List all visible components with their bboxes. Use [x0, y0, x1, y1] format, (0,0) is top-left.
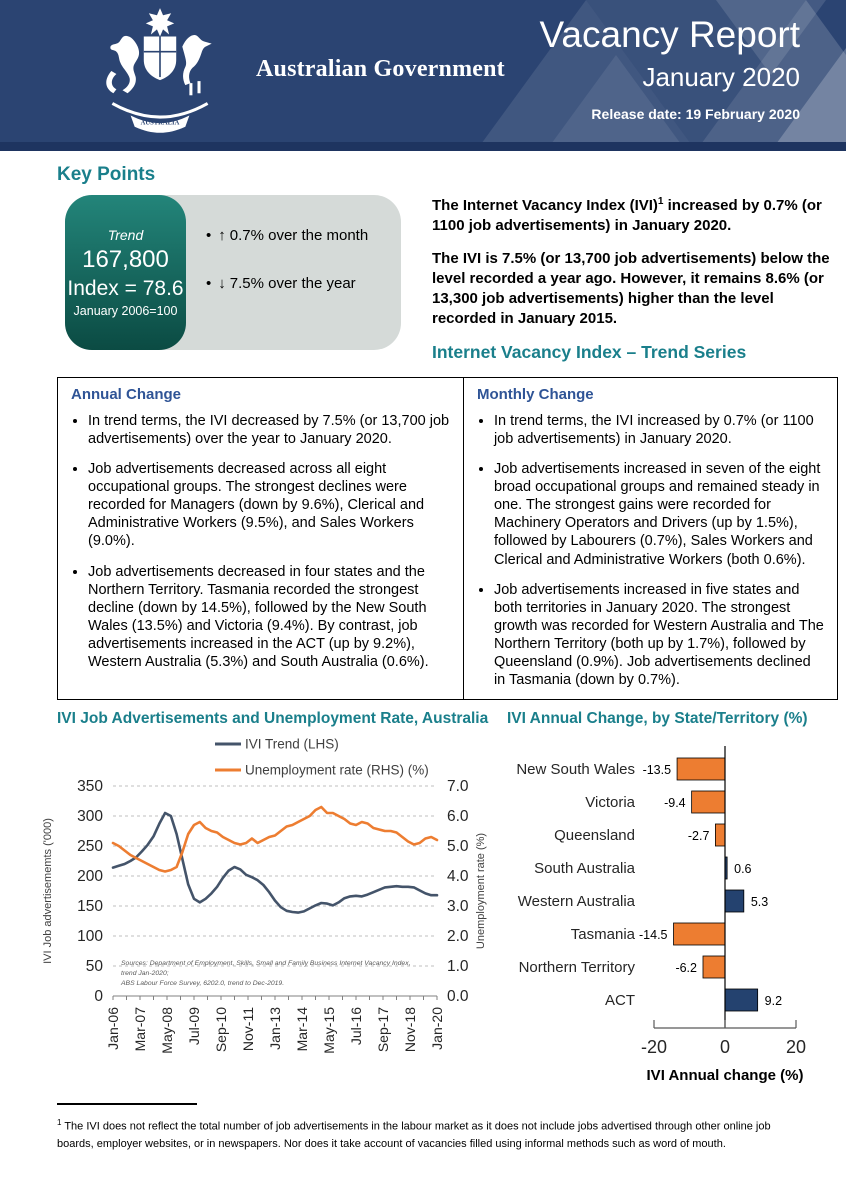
svg-text:May-15: May-15	[321, 1007, 337, 1054]
svg-text:IVI Trend (LHS): IVI Trend (LHS)	[245, 736, 339, 752]
key-point-item: • ↑ 0.7% over the month	[206, 227, 369, 244]
footnote-divider	[57, 1103, 197, 1105]
svg-text:1.0: 1.0	[447, 958, 469, 976]
trend-series-heading: Internet Vacancy Index – Trend Series	[432, 341, 747, 362]
svg-text:Mar-07: Mar-07	[132, 1007, 148, 1052]
svg-text:20: 20	[785, 1037, 807, 1058]
svg-text:0: 0	[94, 988, 103, 1006]
intro-column	[432, 195, 841, 363]
svg-text:5.0: 5.0	[447, 838, 469, 856]
footnote-body: The IVI does not reflect the total number of job advertisements in the labour market as it does not include jobs advertised through other online job boards, employer websites, or in newspapers. Nor does it take account of vacancies filled using informal methods such as word of mouth.	[57, 1120, 771, 1150]
annual-change-heading: Annual Change	[71, 385, 182, 403]
monthly-change-heading: Monthly Change	[476, 385, 594, 403]
change-bullet: • In trend terms, the IVI increased by 0.7% (or 1100 job advertisements) in January 2020.	[494, 412, 825, 448]
monthly-change-column	[463, 378, 837, 700]
change-bullet: • Job advertisements increased in five states and both territories in January 2020. The strongest growth was recorded for Western Australia and The Northern Territory (both up by 1.7%), followed by Queensland (0.9%). Job advertisements declined in Tasmania (down by 0.7%).	[494, 581, 825, 690]
footnote-marker: 1	[57, 1118, 62, 1128]
svg-text:IVI Job advertisememts ('000): IVI Job advertisememts ('000)	[42, 818, 54, 965]
svg-text:300: 300	[77, 808, 103, 826]
agency-name: Australian Government	[256, 56, 505, 82]
svg-text:Sep-17: Sep-17	[375, 1007, 391, 1053]
header-titles	[540, 16, 801, 122]
change-bullet: • In trend terms, the IVI decreased by 7.5% (or 13,700 job advertisements) over the year to January 2020.	[88, 412, 451, 448]
ivi-unemployment-line-chart	[35, 728, 497, 1066]
svg-text:-9.4: -9.4	[664, 796, 686, 811]
svg-text:IVI Annual change (%): IVI Annual change (%)	[646, 1067, 804, 1085]
intro-paragraph: The Internet Vacancy Index (IVI)$^1$ increased by 0.7% (or 1100 job advertisements) in January 2020.	[432, 196, 822, 234]
svg-text:0: 0	[719, 1037, 731, 1058]
svg-text:3.0: 3.0	[447, 898, 469, 916]
svg-text:0.6: 0.6	[734, 862, 752, 877]
report-header	[0, 0, 846, 151]
charts-row	[0, 710, 846, 1093]
svg-text:Sep-10: Sep-10	[213, 1007, 229, 1053]
svg-text:50: 50	[85, 958, 103, 976]
svg-text:New South Wales: New South Wales	[516, 761, 635, 779]
svg-text:Queensland: Queensland	[554, 827, 635, 845]
bar-chart-title: IVI Annual Change, by State/Territory (%)	[507, 710, 808, 728]
svg-text:0.0: 0.0	[447, 988, 469, 1006]
svg-text:Nov-18: Nov-18	[402, 1007, 418, 1053]
index-base: January 2006=100	[73, 304, 178, 318]
svg-text:7.0: 7.0	[447, 778, 469, 796]
svg-text:AUSTRALIA: AUSTRALIA	[140, 119, 180, 127]
index-value: Index = 78.6	[67, 277, 184, 300]
footnote	[57, 1103, 806, 1153]
key-points-heading: Key Points	[57, 164, 156, 185]
svg-text:-6.2: -6.2	[675, 961, 697, 976]
trend-value-panel	[65, 195, 186, 350]
svg-text:150: 150	[77, 898, 103, 916]
svg-text:100: 100	[77, 928, 103, 946]
intro-paragraph: The IVI is 7.5% (or 13,700 job advertisements) below the level recorded a year ago. However, it remains 8.6% (or 13,300 job advertisements) higher than the level recorded in January 2015.	[432, 249, 830, 327]
change-bullet: • Job advertisements decreased in four states and the Northern Territory. Tasmania recorded the strongest decline (down by 14.5%), followed by the New South Wales (13.5%) and Victoria (9.4%). By contrast, job advertisements increased in the ACT (up by 9.2%), Western Australia (5.3%) and South Australia (0.6%).	[88, 563, 451, 672]
svg-text:6.0: 6.0	[447, 808, 469, 826]
change-bullet: • Job advertisements decreased across all eight occupational groups. The strongest declines were recorded for Managers (down by 9.6%), Clerical and Administrative Workers (9.5%), and Sales Workers (9.0%).	[88, 460, 451, 551]
svg-text:-13.5: -13.5	[642, 763, 672, 778]
svg-text:Northern Territory: Northern Territory	[518, 959, 635, 977]
svg-text:5.3: 5.3	[750, 895, 769, 910]
footnote-text	[57, 1117, 806, 1153]
svg-text:ABS Labour Force Survey, 6202.: ABS Labour Force Survey, 6202.0, trend to Dec-2019.	[121, 980, 285, 988]
svg-text:Jul-09: Jul-09	[186, 1007, 202, 1046]
state-annual-change-bar-chart	[497, 728, 846, 1088]
svg-text:Western Australia: Western Australia	[517, 893, 635, 911]
svg-text:South Australia: South Australia	[534, 860, 635, 878]
intro-paragraphs	[432, 195, 841, 329]
svg-text:250: 250	[77, 838, 103, 856]
annual-change-column	[58, 378, 463, 700]
trend-label: Trend	[107, 227, 144, 243]
svg-text:350: 350	[77, 778, 103, 796]
svg-text:trend Jan-2020;: trend Jan-2020;	[121, 970, 169, 978]
svg-text:Tasmania: Tasmania	[570, 926, 635, 944]
svg-text:Victoria: Victoria	[585, 794, 635, 812]
svg-text:Nov-11: Nov-11	[240, 1007, 256, 1052]
svg-text:2.0: 2.0	[447, 928, 469, 946]
line-chart-title: IVI Job Advertisements and Unemployment Rate, Australia	[57, 710, 489, 728]
svg-text:200: 200	[77, 868, 103, 886]
svg-text:Jan-13: Jan-13	[267, 1007, 283, 1050]
svg-text:ACT: ACT	[605, 992, 635, 1010]
change-bullet: • Job advertisements increased in seven of the eight broad occupational groups and remained steady in one. The strongest gains were recorded for Machinery Operators and Drivers (up by 1.5%), followed by Labourers (0.7%), Sales Workers and Clerical and Administrative Workers (both 0.6%).	[494, 460, 825, 569]
key-points-row	[65, 195, 846, 363]
svg-text:-14.5: -14.5	[639, 928, 668, 943]
svg-text:-20: -20	[640, 1037, 668, 1058]
svg-text:4.0: 4.0	[447, 868, 469, 886]
coat-of-arms	[84, 6, 236, 140]
svg-text:9.2: 9.2	[764, 994, 783, 1009]
annual-change-bullets	[71, 412, 451, 672]
svg-text:-2.7: -2.7	[687, 829, 710, 844]
svg-text:Jan-06: Jan-06	[105, 1007, 121, 1050]
svg-text:Unemployment rate (%): Unemployment rate (%)	[475, 833, 487, 950]
key-points-bullets	[206, 227, 368, 323]
line-chart-block	[35, 710, 497, 1093]
svg-text:Mar-14: Mar-14	[294, 1007, 310, 1052]
monthly-change-bullets	[477, 412, 825, 690]
release-date: Release date: 19 February 2020	[591, 105, 800, 122]
report-month: January 2020	[642, 61, 800, 92]
svg-text:Sources: Department of Employm: Sources: Department of Employment, Skills, Small and Family Business Internet Vacancy Index,	[121, 960, 411, 968]
key-point-item: • ↓ 7.5% over the year	[206, 275, 356, 292]
bar-chart-block	[497, 710, 846, 1093]
svg-text:Jan-20: Jan-20	[429, 1007, 445, 1050]
report-title: Vacancy Report	[539, 14, 800, 55]
svg-text:May-08: May-08	[159, 1007, 175, 1054]
svg-text:Jul-16: Jul-16	[348, 1007, 364, 1046]
svg-text:Unemployment rate (RHS) (%): Unemployment rate (RHS) (%)	[245, 762, 429, 778]
change-table	[57, 377, 838, 701]
trend-value: 167,800	[82, 246, 169, 273]
key-points-box	[65, 195, 401, 350]
header-bottom-strip	[0, 142, 846, 151]
